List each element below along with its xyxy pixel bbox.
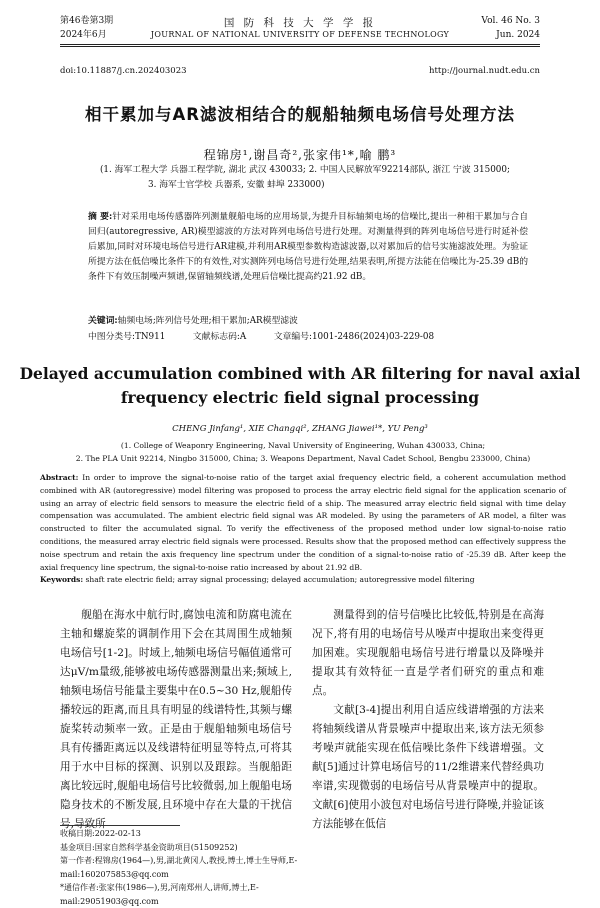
authors-cn: 程锦房¹,谢昌奇²,张家伟¹*,喻 鹏³ (203, 148, 397, 162)
clc-number: 中图分类号:TN911 (88, 332, 166, 342)
footnote-received: 收稿日期:2022-02-13 (60, 829, 141, 838)
affiliation-en-line: (1. College of Weaponry Engineering, Naval University of Engineering, Wuhan 430033, China; (120, 441, 486, 450)
keywords-en-label: Keywords: (40, 575, 84, 584)
footnote-corresponding-author: *通信作者:张家伟(1986—),男,河南郑州人,讲师,博士,E-mail:29051903@qq.com (60, 883, 259, 906)
title-en-line: Delayed accumulation combined with AR filtering for naval axial (19, 364, 581, 383)
authors-en: CHENG Jinfang¹, XIE Changqi², ZHANG Jiawei¹*, YU Peng³ (172, 424, 428, 434)
body-column-right (312, 606, 544, 866)
affiliations-en (40, 439, 566, 465)
title-cn: 相干累加与AR滤波相结合的舰船轴频电场信号处理方法 (85, 105, 515, 124)
date-cn: 2024年6月 (60, 30, 107, 40)
journal-name-en: JOURNAL OF NATIONAL UNIVERSITY OF DEFENSE TECHNOLOGY (150, 30, 450, 39)
affiliation-line: (1. 海军工程大学 兵器工程学院, 湖北 武汉 430033; 2. 中国人民解放军92214部队, 浙江 宁波 315000; (100, 165, 510, 175)
body-column-left (60, 606, 292, 830)
article-number: 文章编号:1001-2486(2024)03-229-08 (273, 332, 435, 342)
volume-cn: 第46卷第3期 (60, 16, 114, 26)
footnote-funding: 基金项目:国家自然科学基金资助项目(51509252) (60, 842, 238, 852)
abstract-en-text: In order to improve the signal-to-noise ratio of the target axial frequency electric field, a coherent accumulation method combined with AR (autoregressive) model filtering was proposed to process the array electric field signal for the application scenario of using an array of electric field sensors to measure the electric field of a ship. The measured array electric field signal with time delay compensation was accumulated. The ambient electric field signal was AR modeled. By using the parameters of AR model, a filter was constructed to filter the accumulated signal. To verify the effectiveness of the proposed method under low signal-to-noise ratio conditions, the measured array electric field signals were processed. Results show that the proposed method can effectively suppress the noise spectrum and retain the axis frequency line spectrum under the condition of a signal-to-noise ratio of -25.39 dB. After keep the axial frequency line spectrum, the signal-to-noise ratio increased by about 21.92 dB. (40, 473, 566, 572)
title-en-line: frequency electric field signal processing (120, 388, 480, 407)
journal-name-cn: 国 防 科 技 大 学 学 报 (223, 17, 377, 29)
header-right (481, 14, 540, 42)
footnotes (60, 827, 300, 906)
footnote-rule (60, 825, 180, 826)
header-rule (60, 44, 540, 45)
classification-cn (88, 330, 538, 345)
body-paragraph: 舰船在海水中航行时,腐蚀电流和防腐电流在主轴和螺旋桨的调制作用下会在其周围生成轴频电场信号[1-2]。时域上,轴频电场信号幅值通常可达μV/m量级,能够被电场传感器测量出来;频域上,轴频电场信号能量主要集中在0.5~30 Hz,舰船传播较远的距离,而且具有明显的线谱特性,其频与螺旋桨转动频率一致。正是由于舰船轴频电场信号具有传播距离远以及线谱特征明显等特点,可将其用于水中目标的探测、识别以及跟踪。当舰船距离比较远时,舰船电场信号比较微弱,加上舰船电场隐身技术的不断发展,且环境中存在大量的干扰信号,导致所 (60, 609, 292, 830)
abstract-en (40, 472, 566, 574)
abstract-cn (88, 210, 528, 285)
keywords-cn (88, 314, 528, 329)
keywords-en-text: shaft rate electric field; array signal processing; delayed accumulation; autoregressive model filtering (85, 575, 475, 584)
document-code: 文献标志码:A (192, 332, 247, 342)
title-en (0, 362, 600, 410)
keywords-en (40, 574, 566, 587)
affiliation-en-line: 2. The PLA Unit 92214, Ningbo 315000, China; 3. Weapons Department, Naval Cadet School, Bengbu 233000, China) (75, 454, 531, 463)
journal-url[interactable]: http://journal.nudt.edu.cn (429, 66, 540, 76)
date-en: Jun. 2024 (496, 30, 540, 40)
body-paragraph: 文献[3-4]提出利用自适应线谱增强的方法来将轴频线谱从背景噪声中提取出来,该方法无须参考噪声就能实现在低信噪比条件下线谱增强。文献[5]通过计算电场信号的11/2维谱来代替经典功率谱,实现微弱的电场信号从背景噪声中的提取。文献[6]使用小波包对电场信号进行降噪,并验证该方法能够在低信 (312, 704, 544, 830)
abstract-en-label: Abstract: (40, 473, 79, 482)
abstract-cn-label: 摘 要: (88, 212, 113, 222)
affiliation-line: 3. 海军士官学校 兵器系, 安徽 蚌埠 233000) (148, 180, 325, 190)
doi: doi:10.11887/j.cn.202403023 (60, 66, 187, 76)
keywords-cn-label: 关键词: (88, 316, 118, 326)
footnote-first-author: 第一作者:程锦房(1964—),男,湖北黄冈人,教授,博士,博士生导师,E-mail:1602075853@qq.com (60, 856, 298, 879)
header-rule-2 (60, 46, 540, 47)
body-paragraph: 测量得到的信号信噪比比较低,特别是在高海况下,将有用的电场信号从噪声中提取出来变得更加困难。实现舰船电场信号进行增量以及降噪并提取其有效特征一直是学者们研究的重点和难点。 (312, 609, 544, 697)
abstract-cn-text: 针对采用电场传感器阵列测量舰船电场的应用场景,为提升目标轴频电场的信噪比,提出一种相干累加与合自回归(autoregressive, AR)模型滤波的方法对阵列电场信号进行处理。对测量得到的阵列电场信号进行时延补偿后累加,同时对环境电场信号进行AR建模,并利用AR模型参数构造滤波器,以对累加后的信号实施滤波处理。为验证所提方法在低信噪比条件下的有效性,对实测阵列电场信号进行处理,结果表明,所提方法能在信噪比为-25.39 dB的条件下有效压制噪声频谱,保留轴频线谱,处理后信噪比提高约21.92 dB。 (88, 212, 528, 282)
volume-en: Vol. 46 No. 3 (481, 16, 540, 26)
affiliations-cn (100, 163, 540, 193)
keywords-cn-text: 轴频电场;阵列信号处理;相干累加;AR模型滤波 (117, 316, 298, 326)
